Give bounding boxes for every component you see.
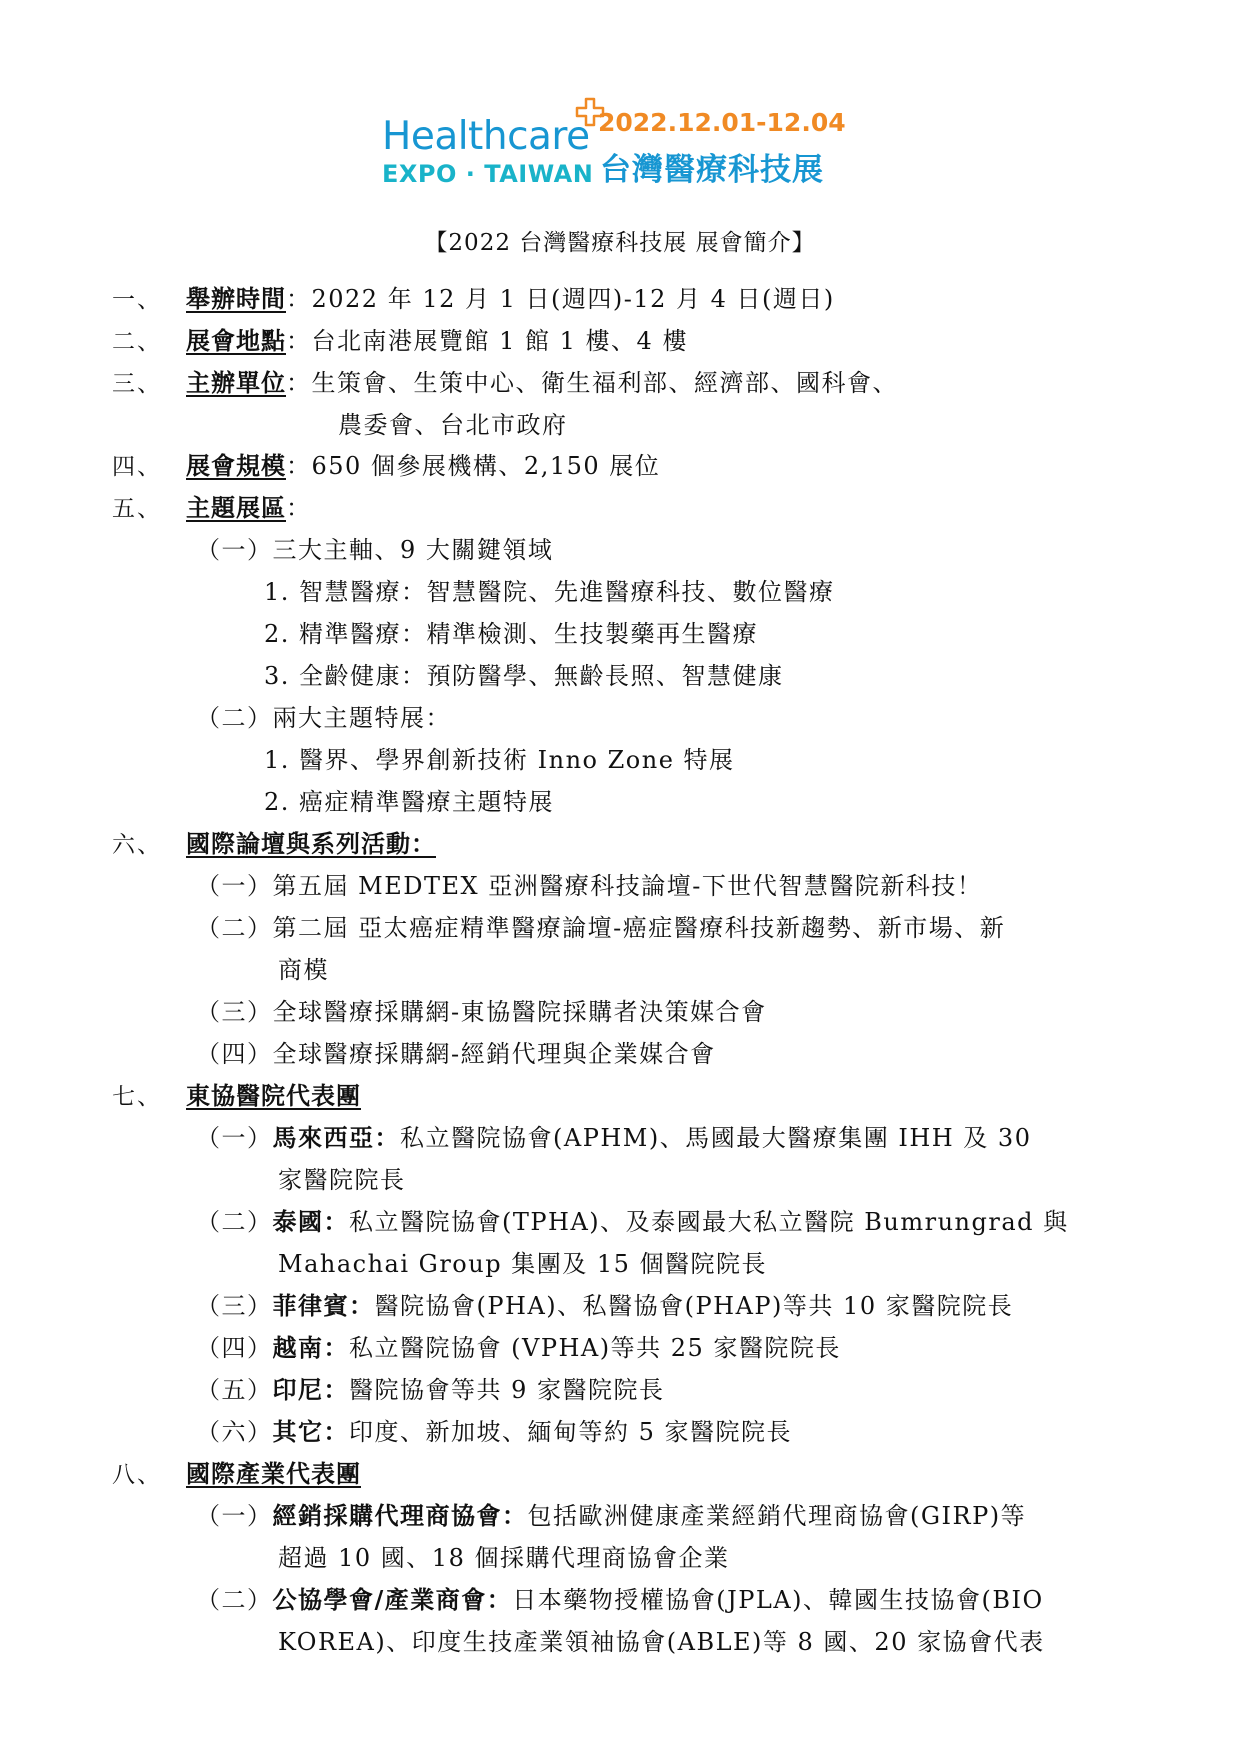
section-7-item-2: （二）泰國：私立醫院協會(TPHA)、及泰國最大私立醫院 Bumrungrad 與: [196, 1207, 1069, 1236]
section-7-item-1: （一）馬來西亞：私立醫院協會(APHM)、馬國最大醫療集團 IHH 及 30: [196, 1123, 1032, 1152]
logo-date: 2022.12.01-12.04: [598, 108, 846, 137]
section-6-label: 國際論壇與系列活動：: [186, 829, 436, 858]
section-4-number: 四、: [112, 454, 162, 480]
section-2-label: 展會地點: [186, 326, 286, 355]
section-1-label: 舉辦時間: [186, 284, 286, 313]
section-6-number: 六、: [112, 832, 162, 858]
section-5-sub-1: （一）三大主軸、9 大關鍵領域: [196, 536, 554, 564]
section-2-number: 二、: [112, 329, 162, 355]
section-1-text: ：2022 年 12 月 1 日(週四)-12 月 4 日(週日): [286, 285, 835, 313]
section-3-label: 主辦單位: [186, 368, 286, 397]
section-5-text: ：: [286, 494, 312, 522]
section-7-number: 七、: [112, 1084, 162, 1110]
section-5-sub-2: （二）兩大主題特展：: [196, 704, 451, 732]
logo-chinese-name: 台灣醫療科技展: [600, 152, 824, 188]
section-3-text-cont: 農委會、台北市政府: [338, 411, 568, 439]
section-8: [186, 1459, 361, 1489]
section-3: [186, 368, 898, 398]
section-4: [186, 451, 660, 481]
section-7: [186, 1081, 361, 1111]
section-1-number: 一、: [112, 287, 162, 313]
section-3-number: 三、: [112, 371, 162, 397]
section-2: [186, 326, 688, 356]
section-8-item-2-cont: KOREA)、印度生技產業領袖協會(ABLE)等 8 國、20 家協會代表: [278, 1628, 1045, 1656]
section-8-item-2: （二）公協學會/產業商會：日本藥物授權協會(JPLA)、韓國生技協會(BIO: [196, 1585, 1044, 1614]
section-8-item-1-cont: 超過 10 國、18 個採購代理商協會企業: [278, 1544, 730, 1572]
section-5-sub-1-item-3: 3. 全齡健康：預防醫學、無齡長照、智慧健康: [264, 662, 784, 690]
section-7-item-3: （三）菲律賓：醫院協會(PHA)、私醫協會(PHAP)等共 10 家醫院院長: [196, 1291, 1014, 1320]
section-8-item-1: （一）經銷採購代理商協會：包括歐洲健康產業經銷代理商協會(GIRP)等: [196, 1501, 1027, 1530]
section-5-label: 主題展區: [186, 493, 286, 522]
section-7-label: 東協醫院代表團: [186, 1081, 361, 1110]
section-7-item-6: （六）其它：印度、新加坡、緬甸等約 5 家醫院院長: [196, 1417, 793, 1446]
section-6-item-4: （四）全球醫療採購網-經銷代理與企業媒合會: [196, 1040, 716, 1068]
section-7-item-5: （五）印尼：醫院協會等共 9 家醫院院長: [196, 1375, 665, 1404]
logo-subtitle: EXPO · TAIWAN: [382, 160, 594, 188]
section-3-text: ：生策會、生策中心、衛生福利部、經濟部、國科會、: [286, 369, 898, 397]
section-7-item-2-cont: Mahachai Group 集團及 15 個醫院院長: [278, 1250, 767, 1278]
section-5-sub-1-item-2: 2. 精準醫療：精準檢測、生技製藥再生醫療: [264, 620, 759, 648]
section-5-sub-2-item-2: 2. 癌症精準醫療主題特展: [264, 788, 555, 816]
section-6-item-2-cont: 商模: [278, 956, 329, 984]
section-6: [186, 829, 436, 859]
section-7-item-1-cont: 家醫院院長: [278, 1166, 406, 1194]
section-4-text: ：650 個參展機構、2,150 展位: [286, 452, 661, 480]
section-8-label: 國際產業代表團: [186, 1459, 361, 1488]
section-6-item-2: （二）第二屆 亞太癌症精準醫療論壇-癌症醫療科技新趨勢、新市場、新: [196, 914, 1006, 942]
section-6-item-1: （一）第五屆 MEDTEX 亞洲醫療科技論壇-下世代智慧醫院新科技！: [196, 872, 983, 900]
section-5-sub-1-item-1: 1. 智慧醫療：智慧醫院、先進醫療科技、數位醫療: [264, 578, 835, 606]
section-6-item-3: （三）全球醫療採購網-東協醫院採購者決策媒合會: [196, 998, 767, 1026]
logo-brand: Healthcare: [382, 114, 590, 159]
section-5-number: 五、: [112, 496, 162, 522]
document-title: 【2022 台灣醫療科技展 展會簡介】: [424, 230, 816, 256]
section-8-number: 八、: [112, 1462, 162, 1488]
section-5-sub-2-item-1: 1. 醫界、學界創新技術 Inno Zone 特展: [264, 746, 735, 774]
section-1: [186, 284, 835, 314]
section-7-item-4: （四）越南：私立醫院協會 (VPHA)等共 25 家醫院院長: [196, 1333, 841, 1362]
expo-logo: [382, 92, 862, 188]
section-5: [186, 493, 312, 523]
section-4-label: 展會規模: [186, 451, 286, 480]
section-2-text: ：台北南港展覽館 1 館 1 樓、4 樓: [286, 327, 688, 355]
